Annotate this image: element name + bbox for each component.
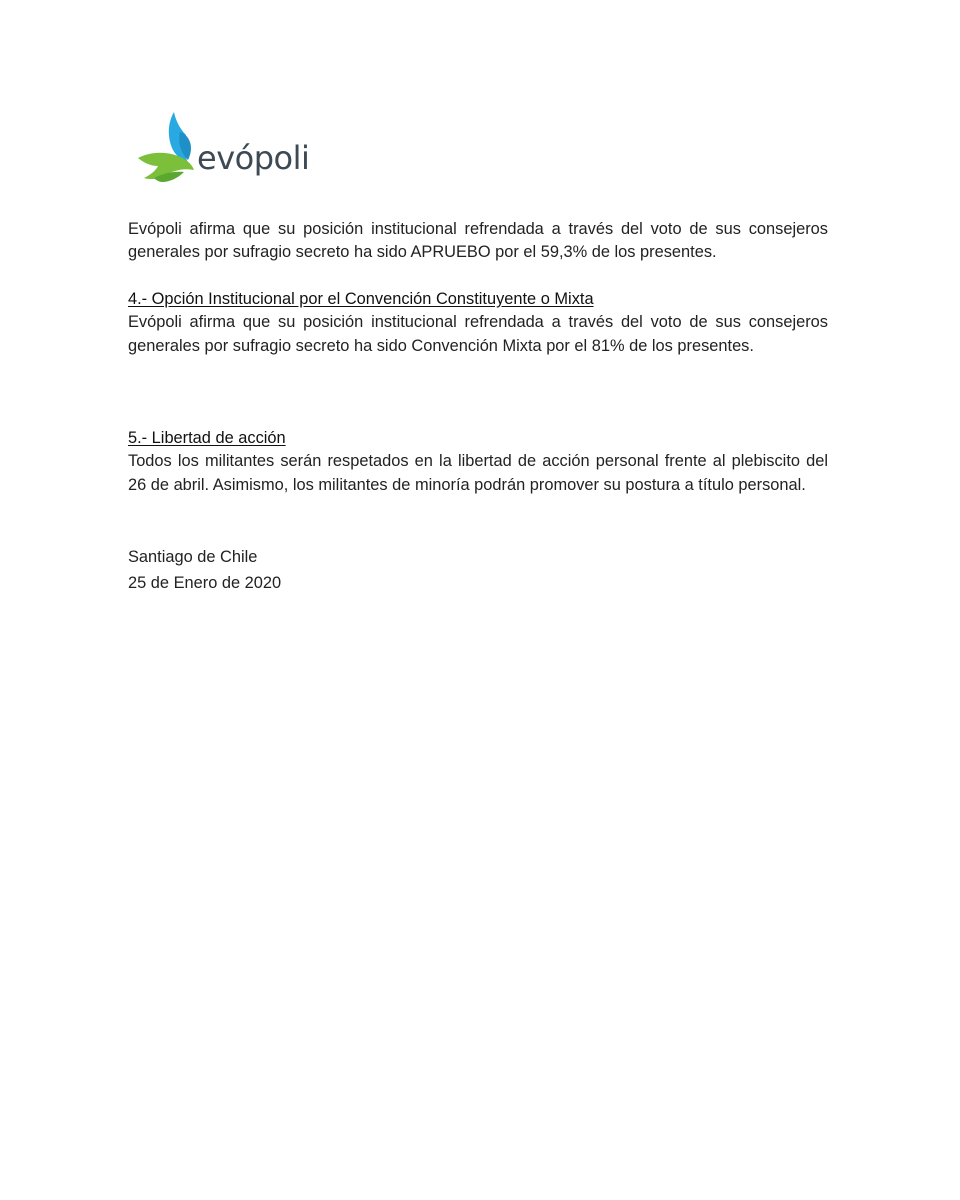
signature-place: Santiago de Chile: [128, 548, 258, 567]
section-5-paragraph: Todos los militantes serán respetados en la libertad de acción personal frente al plebiscito del 26 de abril. Asimismo, los militantes de minoría podrán promover su postura a título personal.: [128, 452, 828, 494]
logo-wordmark: evópoli: [197, 139, 310, 177]
signature-block: [128, 544, 828, 596]
section-4: [128, 288, 828, 358]
section-4-paragraph: Evópoli afirma que su posición institucional refrendada a través del voto de sus consejeros generales por sufragio secreto ha sido Convención Mixta por el 81% de los presentes.: [128, 313, 828, 355]
section-4-heading: 4.- Opción Institucional por el Convención Constituyente o Mixta: [128, 289, 594, 308]
intro-paragraph: Evópoli afirma que su posición institucional refrendada a través del voto de sus consejeros generales por sufragio secreto ha sido APRUEBO por el 59,3% de los presentes.: [128, 220, 828, 262]
section-5: [128, 427, 828, 497]
evopoli-logo: [134, 108, 310, 188]
intro-section: [128, 218, 828, 265]
document-body: [128, 218, 828, 596]
signature-date: 25 de Enero de 2020: [128, 574, 282, 593]
bird-wing-icon: [134, 108, 204, 188]
section-5-heading: 5.- Libertad de acción: [128, 429, 286, 448]
